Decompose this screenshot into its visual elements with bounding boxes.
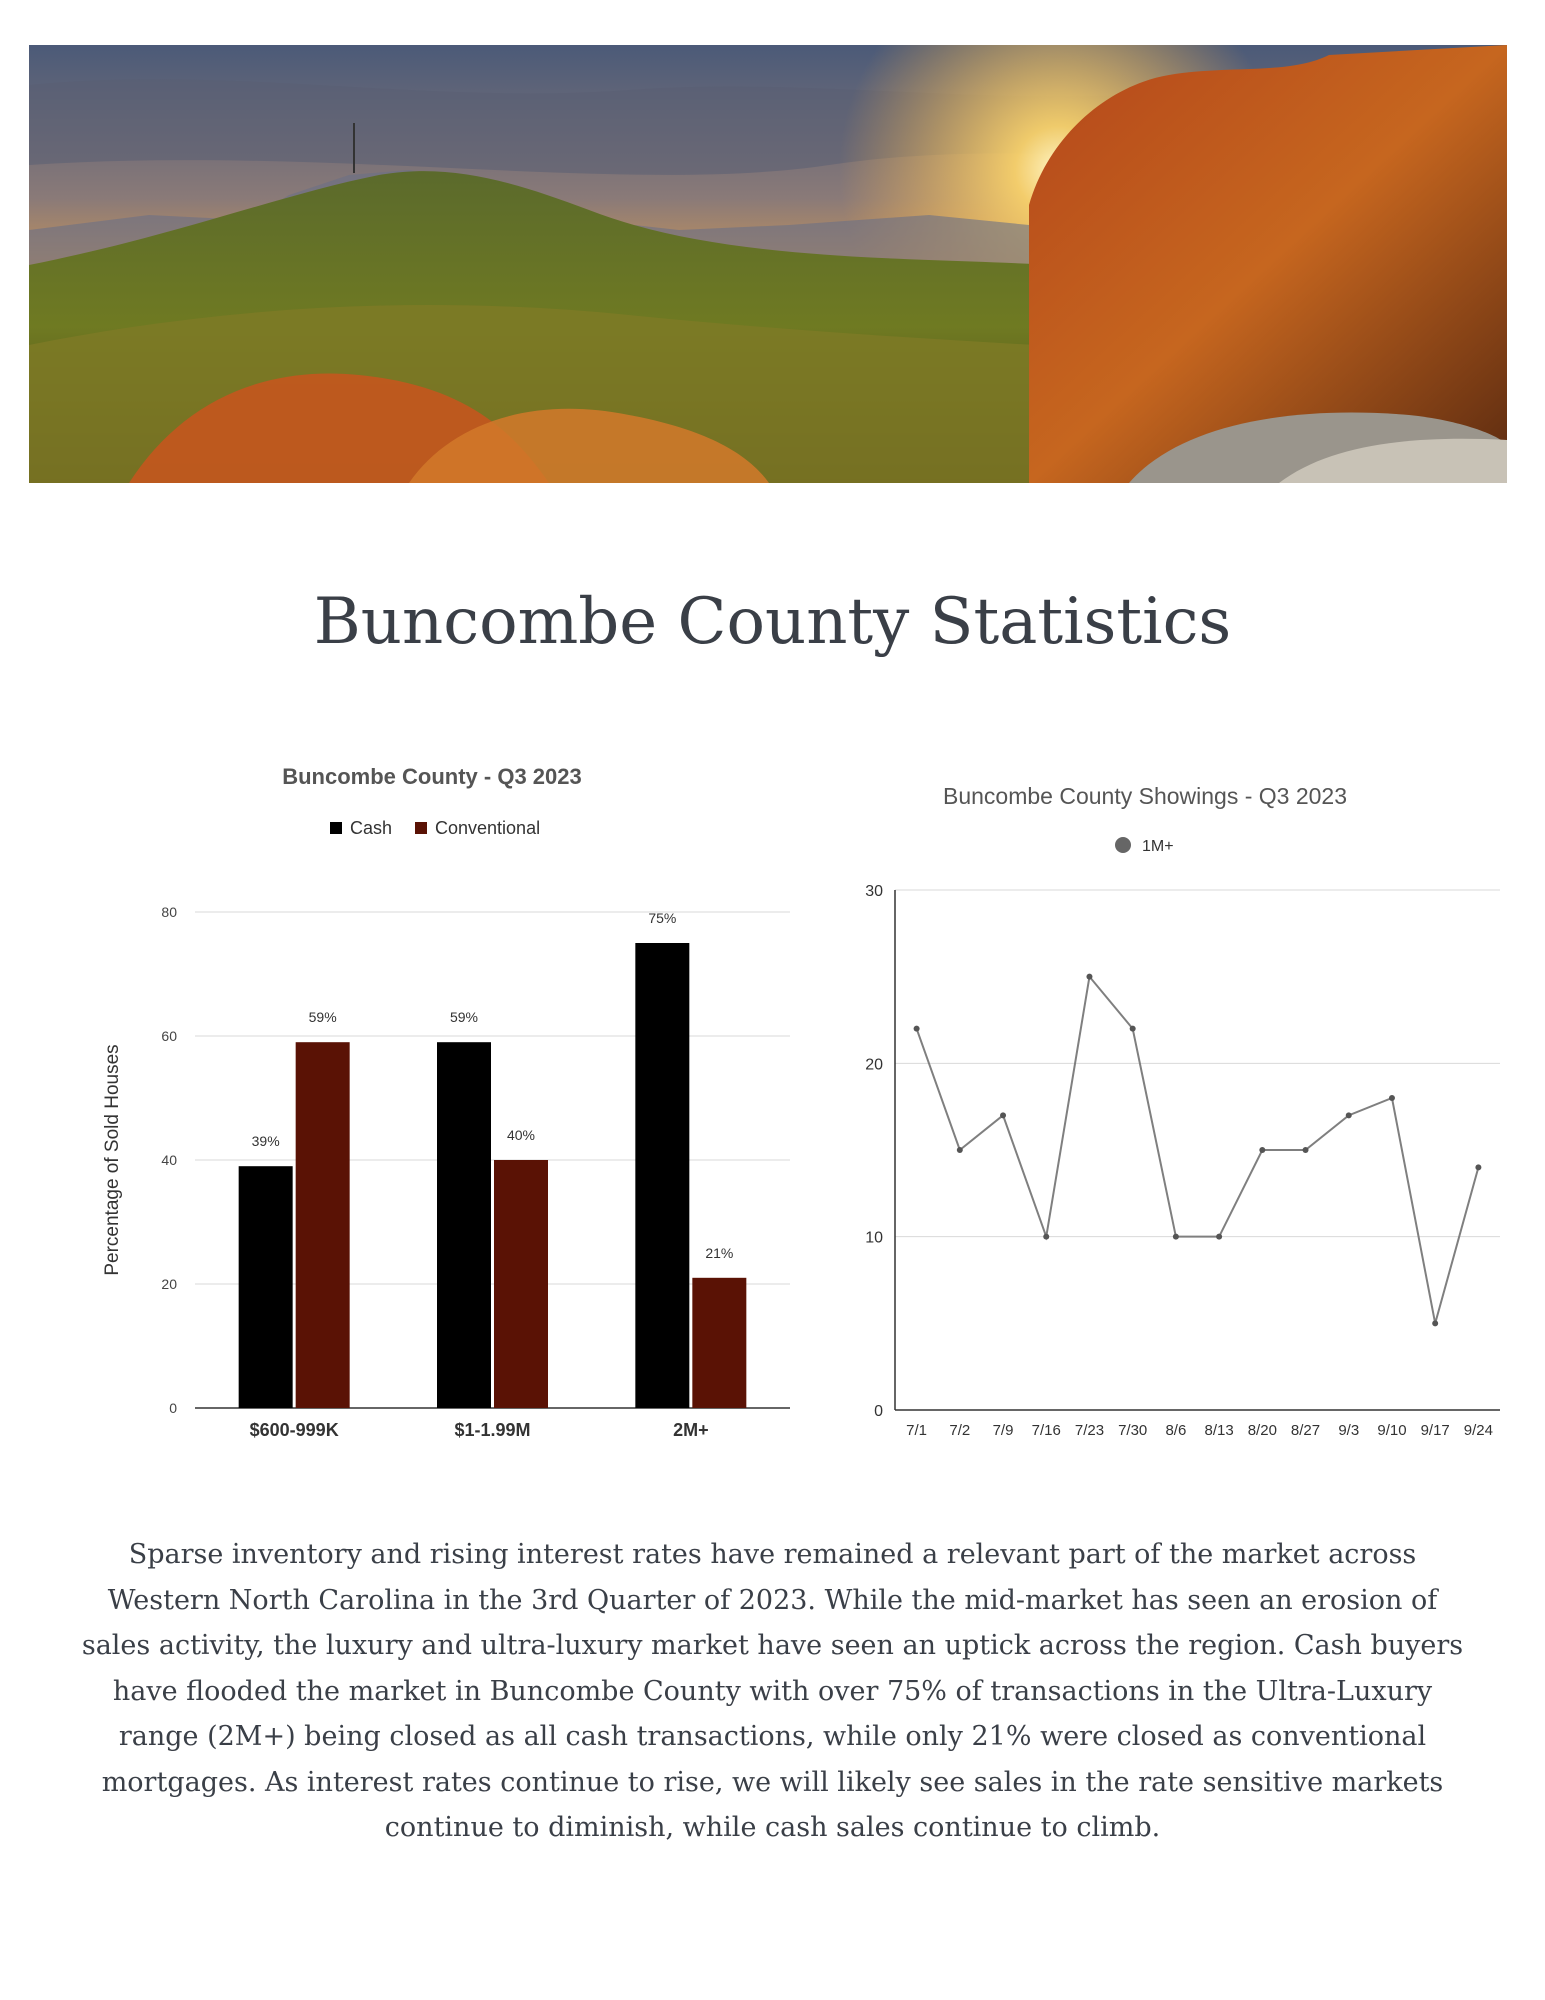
bar-chart-svg [90, 750, 810, 1450]
y-tick-label: 20 [161, 1276, 177, 1292]
x-tick-label: $600-999K [249, 1420, 339, 1440]
legend-label: Conventional [435, 818, 541, 838]
bar-cash-1 [437, 1042, 491, 1408]
bar-conventional-0 [296, 1042, 350, 1408]
data-label: 39% [251, 1133, 280, 1150]
x-tick-label: 9/17 [1420, 1422, 1450, 1439]
x-tick-label: 9/3 [1338, 1422, 1360, 1439]
y-tick-label: 20 [865, 1056, 883, 1074]
x-tick-label: $1-1.99M [454, 1420, 531, 1440]
y-tick-label: 30 [865, 883, 883, 900]
line-chart-svg [840, 770, 1510, 1450]
data-point-1 [957, 1147, 963, 1153]
series-line-1m [917, 977, 1479, 1324]
y-tick-label: 10 [865, 1229, 883, 1247]
legend-label: Cash [350, 818, 393, 838]
data-point-0 [914, 1026, 920, 1032]
data-point-13 [1475, 1164, 1481, 1170]
bar-conventional-2 [692, 1278, 746, 1408]
data-label: 21% [705, 1244, 734, 1261]
data-label: 75% [648, 910, 677, 926]
data-label: 59% [308, 1009, 337, 1026]
y-axis-label: Percentage of Sold Houses [102, 1044, 123, 1276]
data-point-9 [1303, 1147, 1309, 1153]
bar-chart-title: Buncombe County - Q3 2023 [282, 764, 582, 789]
legend-item-cash [330, 818, 392, 838]
data-label: 40% [506, 1127, 536, 1143]
data-point-3 [1043, 1234, 1049, 1240]
bar-cash-2 [635, 943, 689, 1408]
y-tick-label: 40 [161, 1152, 177, 1168]
x-tick-label: 8/27 [1290, 1422, 1321, 1439]
x-tick-label: 8/13 [1204, 1422, 1234, 1439]
legend-swatch [330, 822, 342, 834]
bar-conventional-1 [494, 1160, 548, 1408]
x-tick-label: 7/1 [906, 1422, 928, 1439]
x-tick-label: 7/9 [992, 1422, 1014, 1439]
data-label: 59% [449, 1009, 479, 1026]
data-point-6 [1173, 1234, 1179, 1240]
market-summary-paragraph: Sparse inventory and rising interest rates have remained a relevant part of the market across Western North Carolina in the 3rd Quarter of 2023. While the mid-market has seen an erosion of sales activity, the luxury and ultra-luxury market have seen an uptick across the region. Cash buyers have flooded the market in Buncombe County with over 75% of transactions in the Ultra-Luxury range (2M+) being closed as all cash transactions, while only 21% were closed as conventional mortgages. As interest rates continue to rise, we will likely see sales in the rate sensitive markets continue to diminish, while cash sales continue to climb. [81, 1539, 1464, 1843]
data-point-4 [1086, 974, 1092, 980]
sold-houses-bar-chart [90, 750, 810, 1450]
x-tick-label: 2M+ [673, 1420, 709, 1440]
y-tick-label: 60 [161, 1028, 177, 1044]
legend-item-conventional [415, 818, 540, 838]
data-point-8 [1259, 1147, 1265, 1153]
x-tick-label: 7/16 [1031, 1422, 1061, 1439]
data-point-5 [1130, 1026, 1136, 1032]
x-tick-label: 7/23 [1074, 1422, 1105, 1439]
showings-line-chart [840, 770, 1510, 1450]
data-point-12 [1432, 1320, 1438, 1326]
hero-image [29, 45, 1507, 483]
y-tick-label: 0 [874, 1403, 883, 1420]
legend-swatch [415, 822, 427, 834]
x-tick-label: 9/10 [1377, 1422, 1407, 1439]
y-tick-label: 80 [161, 904, 177, 920]
bar-cash-0 [239, 1166, 293, 1408]
page-title: Buncombe County Statistics [313, 585, 1232, 659]
data-point-7 [1216, 1234, 1222, 1240]
x-tick-label: 9/24 [1463, 1422, 1493, 1439]
legend-marker [1115, 837, 1131, 853]
mountain-landscape-image [29, 45, 1507, 483]
legend-label: 1M+ [1142, 838, 1174, 855]
x-tick-label: 8/20 [1247, 1422, 1277, 1439]
data-point-11 [1389, 1095, 1395, 1101]
data-point-2 [1000, 1112, 1006, 1118]
x-tick-label: 8/6 [1165, 1422, 1187, 1439]
data-point-10 [1346, 1112, 1352, 1118]
x-tick-label: 7/2 [949, 1422, 971, 1439]
y-tick-label: 0 [169, 1400, 177, 1416]
line-chart-title: Buncombe County Showings - Q3 2023 [942, 783, 1348, 809]
x-tick-label: 7/30 [1118, 1422, 1148, 1439]
legend-item-1m [1115, 837, 1174, 855]
